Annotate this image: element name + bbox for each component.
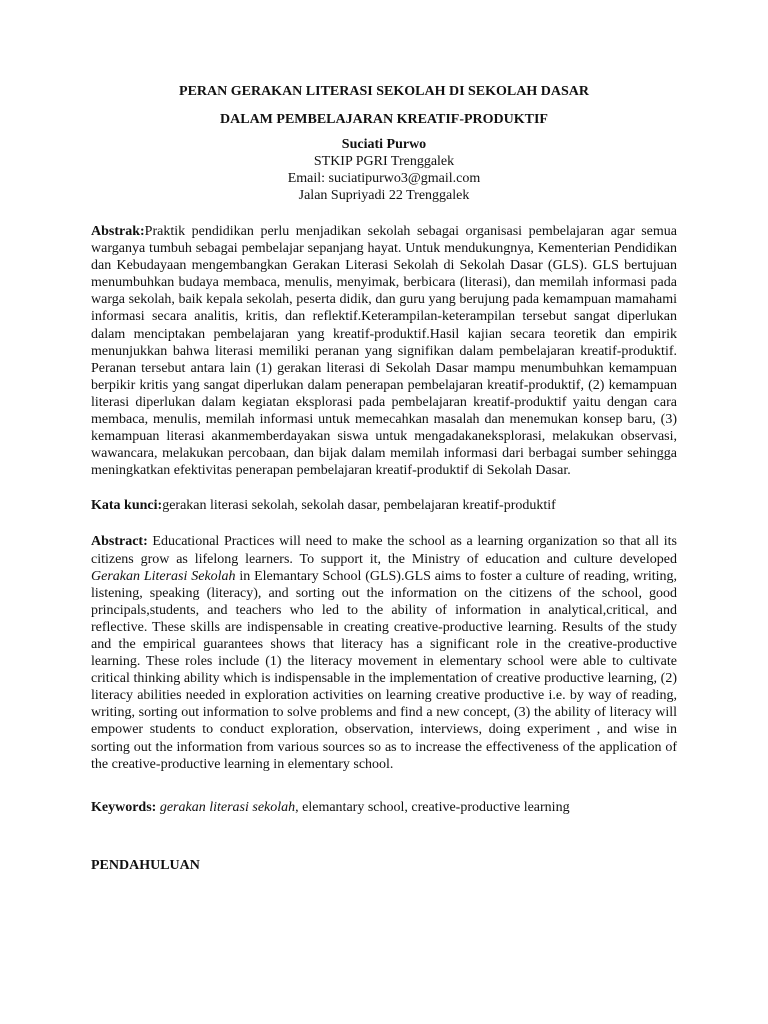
keywords-italic-term: gerakan literasi sekolah bbox=[159, 799, 296, 815]
section-heading: PENDAHULUAN bbox=[91, 857, 200, 873]
abstrak-label: Abstrak: bbox=[91, 224, 145, 239]
abstrak-text: Praktik pendidikan perlu menjadikan sekolah sebagai organisasi pembelajaran agar semua warganya tumbuh sebagai pembelajar sepanjang hayat. Untuk mendukungnya, Kementerian Pendidikan dan Kebudayaan mengembangkan Gerakan Literasi Sekolah di Sekolah Dasar (GLS). GLS bertujuan menumbuhkan budaya membaca, menulis, menyimak, berbicara (literasi), dan memilah informasi pada warga sekolah, baik kepala sekolah, peserta didik, dan guru yang berujung pada kemampuan mamahami informasi secara analitis, kritis, dan reflektif.Keterampilan-keterampilan tersebut sangat diperlukan dalam menciptakan pembelajaran yang kreatif-produktif.Hasil kajian secara teoretik dan empirik menunjukkan bahwa literasi memiliki peranan yang signifikan dalam pembelajaran kreatif-produktif. Peranan tersebut antara lain (1) gerakan literasi di Sekolah Dasar mampu menumbuhkan kemampuan berpikir kritis yang sangat diperlukan dalam penerapan pembelajaran kreatif-produktif, (2) kemampuan literasi diperlukan dalam kegiatan eksplorasi pada pembelajaran kreatif-produktif yaitu dengan cara membaca, menulis, memilah informasi untuk memecahkan masalah dan menemukan konsep baru, (3) kemampuan literasi akanmemberdayakan siswa untuk mengadakaneksplorasi, melakukan observasi, wawancara, melakukan percobaan, dan bijak dalam memilah informasi dari berbagai sumber sehingga meningkatkan efektivitas penerapan pembelajaran kreatif-produktif di Sekolah Dasar. bbox=[91, 224, 677, 479]
author-name: Suciati Purwo bbox=[341, 137, 427, 152]
abstract-italic-term: Gerakan Literasi Sekolah bbox=[91, 568, 236, 584]
abstract-text-part-2: in Elemantary School (GLS).GLS aims to foster a culture of reading, writing, listening, speaking (literacy), and sorting out the information on the citizens of the school, good principals,students, and teachers who led to the ability of information in analytical,critical, and reflective. These skills are indispensable in creating creative-productive learning. Results of the study and the empirical guarantees shows that literacy has a significant role in the creative-productive learning. These roles include (1) the literacy movement in elementary school were able to cultivate critical thinking ability which is indispensable in the implementation of creative productive learning, (2) literacy abilities needed in exploration activities on learning creative productive i.e. by way of reading, writing, sorting out information to solve problems and find a new concept, (3) the ability of literacy will empower students to conduct exploration, observation, interviews, doing experiment , and wise in sorting out the information from various sources so as to increase the effectiveness of the application of the creative-productive learning in elementary school. bbox=[91, 568, 677, 772]
keywords-paragraph bbox=[91, 799, 677, 816]
kata-kunci-paragraph bbox=[91, 497, 677, 514]
author-affiliation: STKIP PGRI Trenggalek bbox=[313, 154, 455, 169]
kata-kunci-label: Kata kunci: bbox=[91, 498, 163, 514]
paper-title-line-2: DALAM PEMBELAJARAN KREATIF-PRODUKTIF bbox=[220, 112, 548, 127]
author-address: Jalan Supriyadi 22 Trenggalek bbox=[298, 188, 470, 203]
abstract-paragraph bbox=[91, 533, 677, 772]
abstract-text-part-1: Educational Practices will need to make the school as a learning organization so that all its citizens grow as lifelong learners. To support it, the Ministry of education and culture developed bbox=[91, 534, 677, 567]
abstract-label: Abstract: bbox=[91, 534, 148, 550]
keywords-text: , elemantary school, creative-productive learning bbox=[295, 799, 570, 815]
paper-title-line-1: PERAN GERAKAN LITERASI SEKOLAH DI SEKOLAH DASAR bbox=[179, 84, 589, 99]
keywords-label: Keywords: bbox=[91, 799, 157, 815]
kata-kunci-text: gerakan literasi sekolah, sekolah dasar, pembelajaran kreatif-produktif bbox=[162, 498, 556, 514]
author-email: Email: suciatipurwo3@gmail.com bbox=[287, 171, 481, 186]
abstrak-paragraph bbox=[91, 223, 677, 479]
